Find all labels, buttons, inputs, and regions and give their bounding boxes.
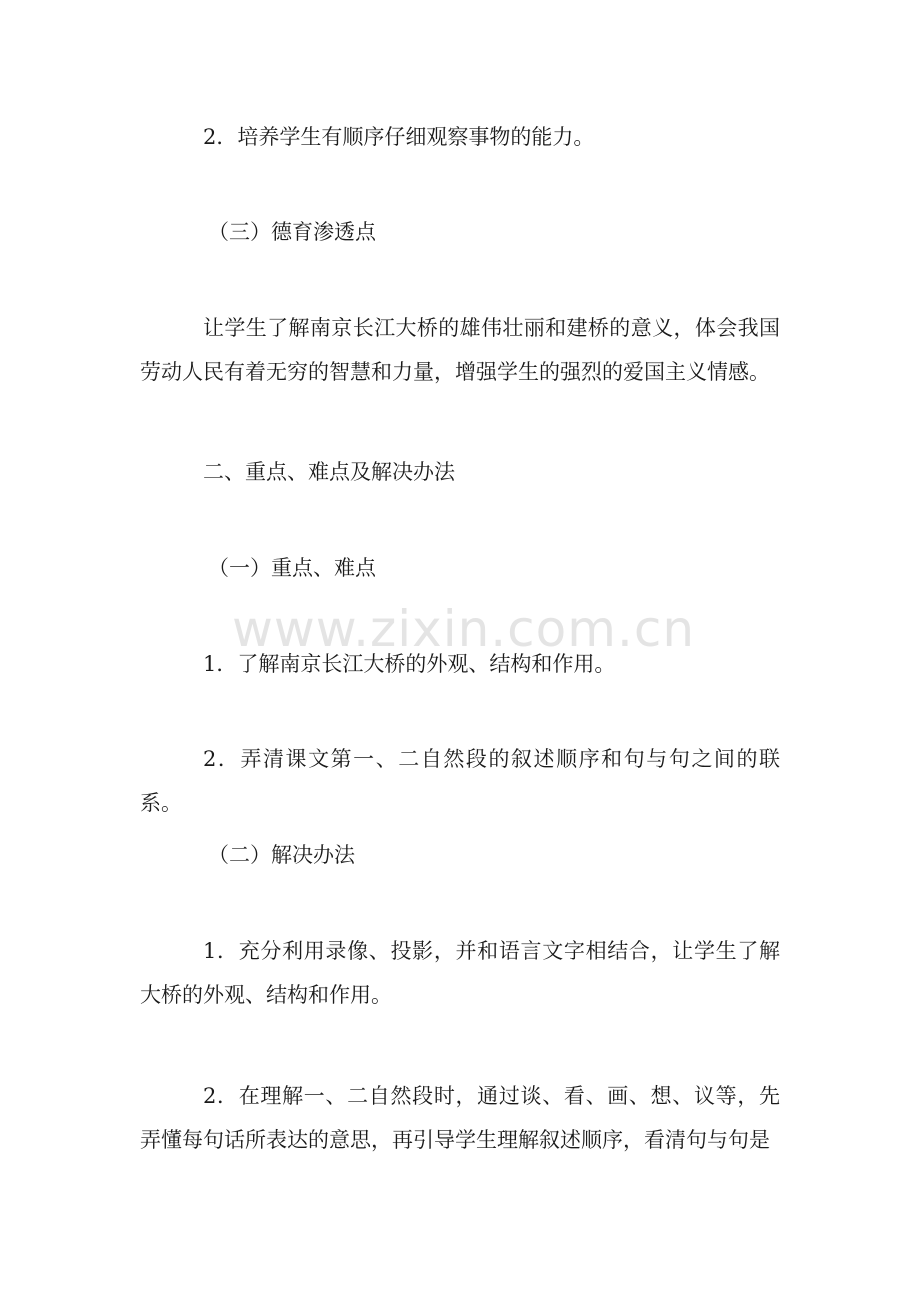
paragraph-key-point-2: 2．弄清课文第一、二自然段的叙述顺序和句与句之间的联系。	[140, 747, 780, 815]
paragraph-solution-1: 1．充分利用录像、投影，并和语言文字相结合，让学生了解大桥的外观、结构和作用。	[140, 939, 780, 1007]
paragraph-objective-2: 2．培养学生有顺序仔细观察事物的能力。	[203, 125, 595, 149]
subsection-heading-key-difficult-points: （一）重点、难点	[208, 556, 376, 580]
watermark-text: www.zixin.com.cn	[232, 600, 696, 658]
section-heading-moral-education: （三）德育渗透点	[208, 220, 376, 244]
paragraph-solution-2: 2．在理解一、二自然段时，通过谈、看、画、想、议等，先弄懂每句话所表达的意思，再引导学生理解叙述顺序，看清句与句是	[140, 1084, 780, 1152]
paragraph-key-point-1: 1．了解南京长江大桥的外观、结构和作用。	[203, 652, 616, 676]
subsection-heading-solutions: （二）解决办法	[208, 843, 355, 867]
section-heading-key-points: 二、重点、难点及解决办法	[203, 460, 455, 484]
paragraph-moral-education: 让学生了解南京长江大桥的雄伟壮丽和建桥的意义，体会我国劳动人民有着无穷的智慧和力量，增强学生的强烈的爱国主义情感。	[140, 316, 780, 384]
